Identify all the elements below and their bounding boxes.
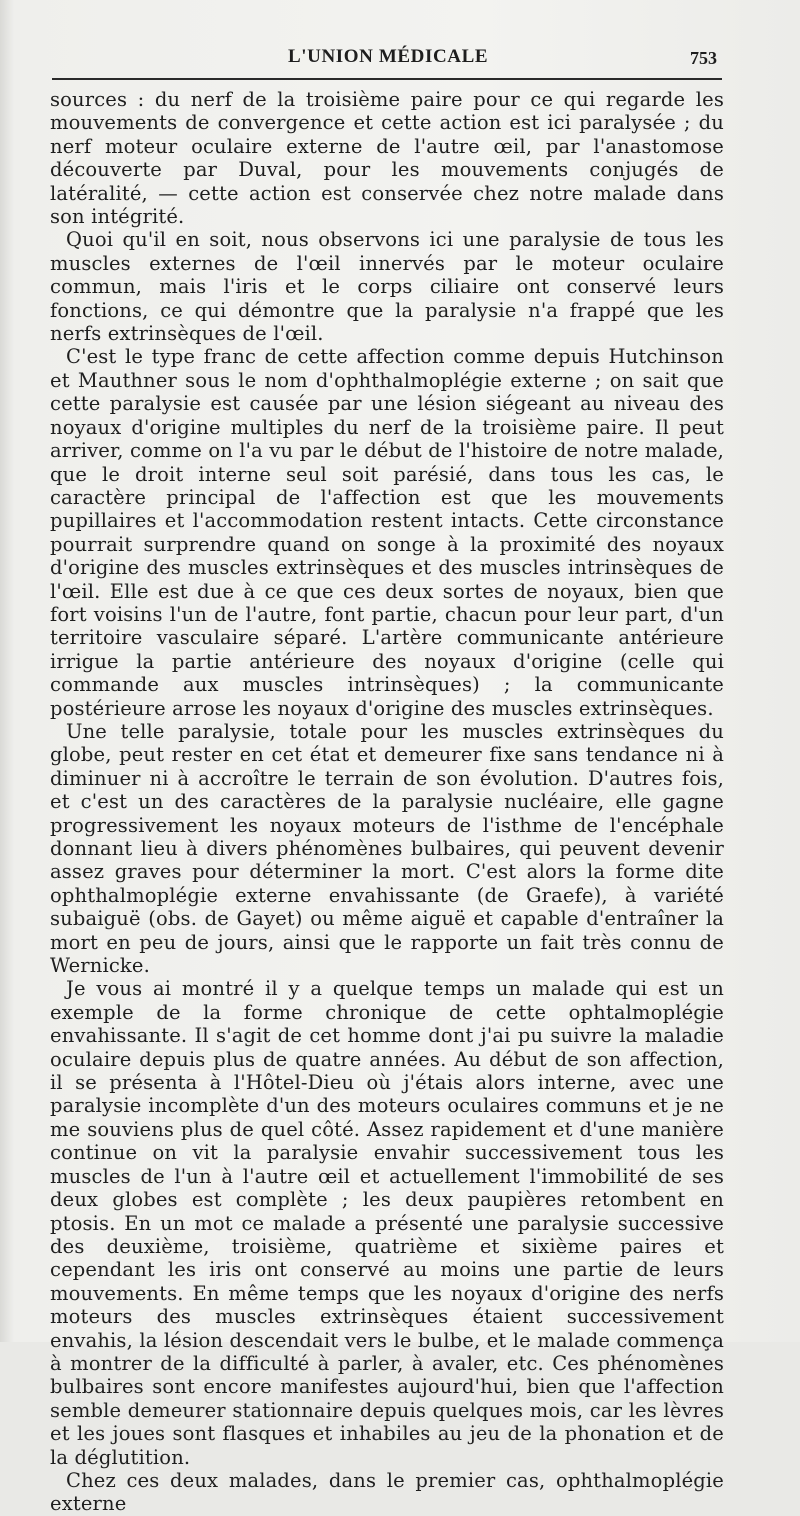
paragraph-paralysie-externe: Quoi qu'il en soit, nous observons ici une paralysie de tous les muscles externes de l'œil innervés par le moteur oculaire commun, mais l'iris et le corps ciliaire ont conservé leurs fonctions, ce qui démontre que la paralysie n'a frappé que les nerfs extrinsèques de l'œil. xyxy=(50,228,724,346)
paragraph-forme-chronique: Je vous ai montré il y a quelque temps un malade qui est un exemple de la forme chronique de cette ophtalmoplégie envahissante. Il s'agit de cet homme dont j'ai pu suivre la maladie oculaire depuis plus de quatre années. Au début de son affection, il se présenta à l'Hôtel-Dieu où j'étais alors interne, avec une paralysie incomplète d'un des moteurs oculaires communs et je ne me souviens plus de quel côté. Assez rapidement et d'une manière continue on vit la paralysie envahir successivement tous les muscles de l'un à l'autre œil et actuellement l'immobilité de ses deux globes est complète ; les deux paupières retombent en ptosis. En un mot ce malade a présenté une paralysie successive des deuxième, troisième, quatrième et sixième paires et cependant les iris ont conservé au moins une partie de leurs mouvements. En même temps que les noyaux d'origine des nerfs moteurs des muscles extrinsèques étaient successivement envahis, la lésion descendait vers le bulbe, et le malade commença à montrer de la difficulté à parler, à avaler, etc. Ces phénomènes bulbaires sont encore manifestes aujourd'hui, bien que l'affection semble demeurer stationnaire depuis quelques mois, car les lèvres et les joues sont flasques et inhabiles au jeu de la phonation et de la déglutition. xyxy=(50,977,724,1469)
header-rule xyxy=(52,78,722,80)
paragraph-continuation: sources : du nerf de la troisième paire pour ce qui regarde les mouvements de convergence et cette action est ici paralysée ; du nerf moteur oculaire externe de l'autre œil, par l'anastomose découverte par Duval, pour les mouvements conjugés de latéralité, — cette action est conservée chez notre malade dans son intégrité. xyxy=(50,88,724,229)
running-head xyxy=(0,44,800,74)
paragraph-type-franc: C'est le type franc de cette affection comme depuis Hutchinson et Mauthner sous le nom d'ophthalmoplégie externe ; on sait que cette paralysie est causée par une lésion siégeant au niveau des noyaux d'origine multiples du nerf de la troisième paire. Il peut arriver, comme on l'a vu par le début de l'histoire de notre malade, que le droit interne seul soit parésié, dans tous les cas, le caractère principal de l'affection est que les mouvements pupillaires et l'accommodation restent intacts. Cette circonstance pourrait surprendre quand on songe à la proximité des noyaux d'origine des muscles extrinsèques et des muscles intrinsèques de l'œil. Elle est due à ce que ces deux sortes de noyaux, bien que fort voisins l'un de l'autre, font partie, chacun pour leur part, d'un territoire vasculaire séparé. L'artère communicante antérieure irrigue la partie antérieure des noyaux d'origine (celle qui commande aux muscles intrinsèques) ; la communicante postérieure arrose les noyaux d'origine des muscles extrinsèques. xyxy=(50,345,724,720)
paragraph-chez-ces-deux-malades: Chez ces deux malades, dans le premier cas, ophthalmoplégie externe xyxy=(50,1468,724,1516)
running-title: L'UNION MÉDICALE xyxy=(288,46,489,67)
body-text xyxy=(50,88,724,1516)
page-number: 753 xyxy=(690,48,717,68)
paragraph-forme-envahissante: Une telle paralysie, totale pour les muscles extrinsèques du globe, peut rester en cet état et demeurer fixe sans tendance ni à diminuer ni à accroître le terrain de son évolution. D'autres fois, et c'est un des caractères de la paralysie nucléaire, elle gagne progressivement les noyaux moteurs de l'isthme de l'encéphale donnant lieu à divers phénomènes bulbaires, qui peuvent devenir assez graves pour déterminer la mort. C'est alors la forme dite ophthalmoplégie externe envahissante (de Graefe), à variété subaiguë (obs. de Gayet) ou même aiguë et capable d'entraîner la mort en peu de jours, ainsi que le rapporte un fait très connu de Wernicke. xyxy=(50,719,724,978)
